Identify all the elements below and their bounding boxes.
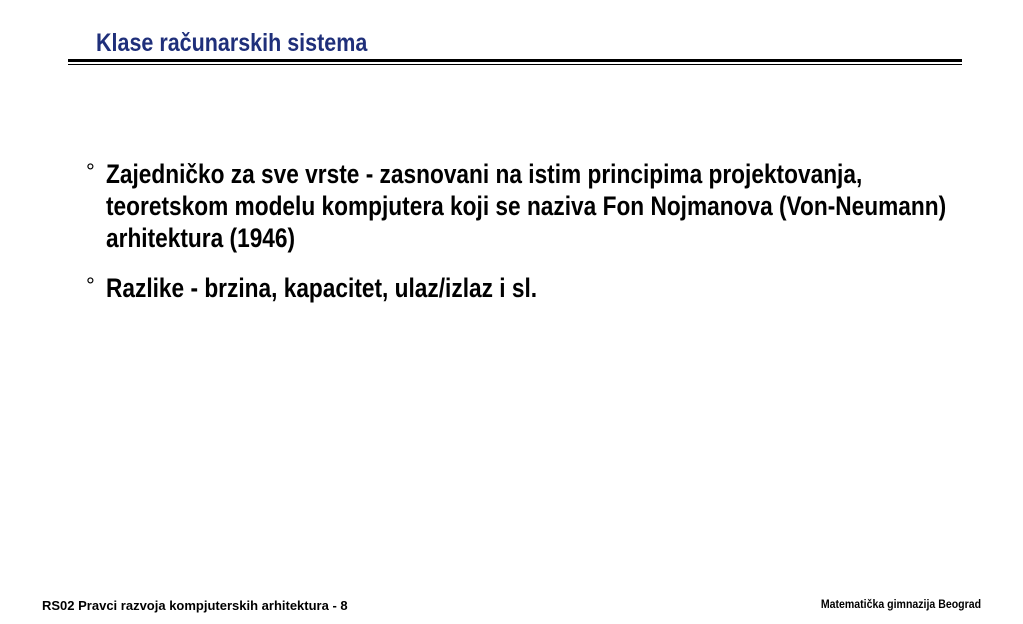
footer-right: Matematička gimnazija Beograd — [820, 597, 981, 611]
title-underline-thin — [68, 64, 962, 65]
bullet-marker: ° — [86, 273, 95, 298]
bullet-marker: ° — [86, 159, 95, 184]
title-underline — [68, 59, 962, 62]
bullet-text: Zajedničko za sve vrste - zasnovani na istim principima projektovanja, teoretskom modelu kompjutera koji se naziva Fon Nojmanova (Von-Neumann) arhitektura (1946) — [106, 159, 947, 253]
bullet-text: Razlike - brzina, kapacitet, ulaz/izlaz i sl. — [106, 273, 538, 303]
bullet-item — [86, 158, 946, 254]
bullet-item — [86, 272, 946, 304]
slide-title: Klase računarskih sistema — [96, 29, 368, 57]
bullet-list — [86, 158, 946, 322]
footer-left: RS02 Pravci razvoja kompjuterskih arhitektura - 8 — [42, 598, 348, 613]
